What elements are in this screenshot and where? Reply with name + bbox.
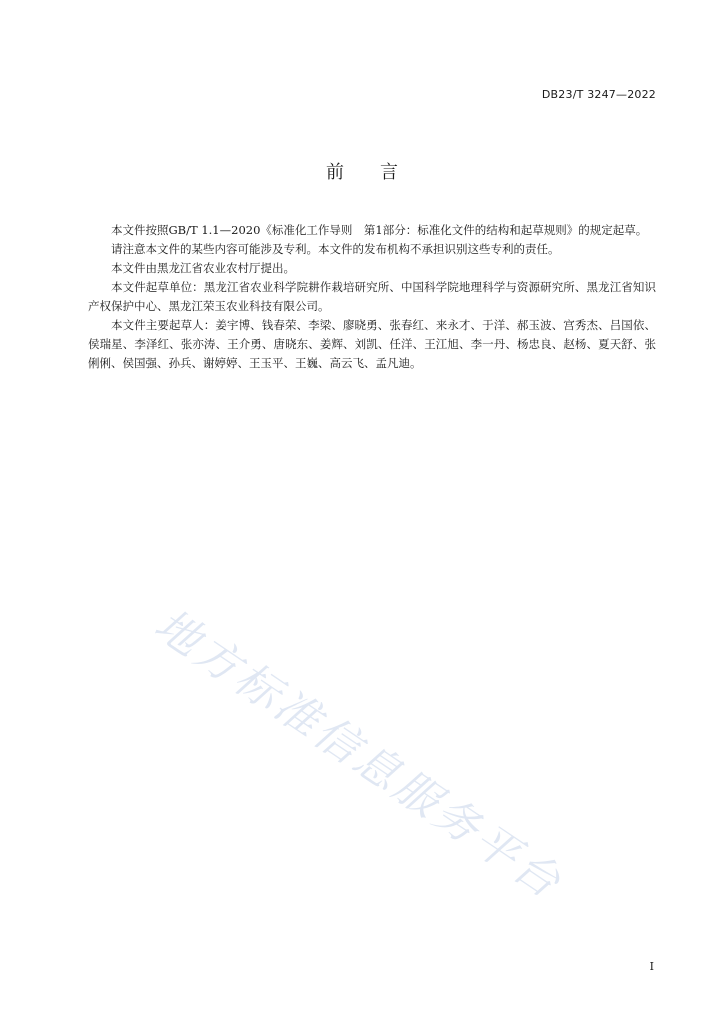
paragraph-patent-notice: 请注意本文件的某些内容可能涉及专利。本文件的发布机构不承担识别这些专利的责任。 <box>111 242 560 256</box>
section-title <box>0 158 724 184</box>
title-char-1: 前 <box>326 162 344 183</box>
foreword-body <box>88 221 656 373</box>
watermark: 地方标准信息服务平台 <box>145 599 572 910</box>
paragraph-drafting-rules: 本文件按照GB/T 1.1—2020《标准化工作导则 第1部分：标准化文件的结构和起草规则》的规定起草。 <box>111 223 648 237</box>
paragraph-drafting-units: 本文件起草单位：黑龙江省农业科学院耕作栽培研究所、中国科学院地理科学与资源研究所、黑龙江省知识产权保护中心、黑龙江荣玉农业科技有限公司。 <box>88 280 656 313</box>
title-char-2: 言 <box>380 162 398 183</box>
paragraph-proposer: 本文件由黑龙江省农业农村厅提出。 <box>111 261 295 275</box>
paragraph-drafters: 本文件主要起草人：姜宇博、钱春荣、李梁、廖晓勇、张春红、来永才、于洋、郝玉波、宫秀杰、吕国依、侯瑞星、李泽红、张亦涛、王介勇、唐晓东、姜辉、刘凯、任洋、王江旭、李一丹、杨忠良、赵杨、夏天舒、张俐俐、侯国强、孙兵、谢婷婷、王玉平、王巍、高云飞、孟凡迪。 <box>88 318 656 370</box>
document-code: DB23/T 3247—2022 <box>541 88 656 101</box>
page-number: I <box>649 960 654 973</box>
